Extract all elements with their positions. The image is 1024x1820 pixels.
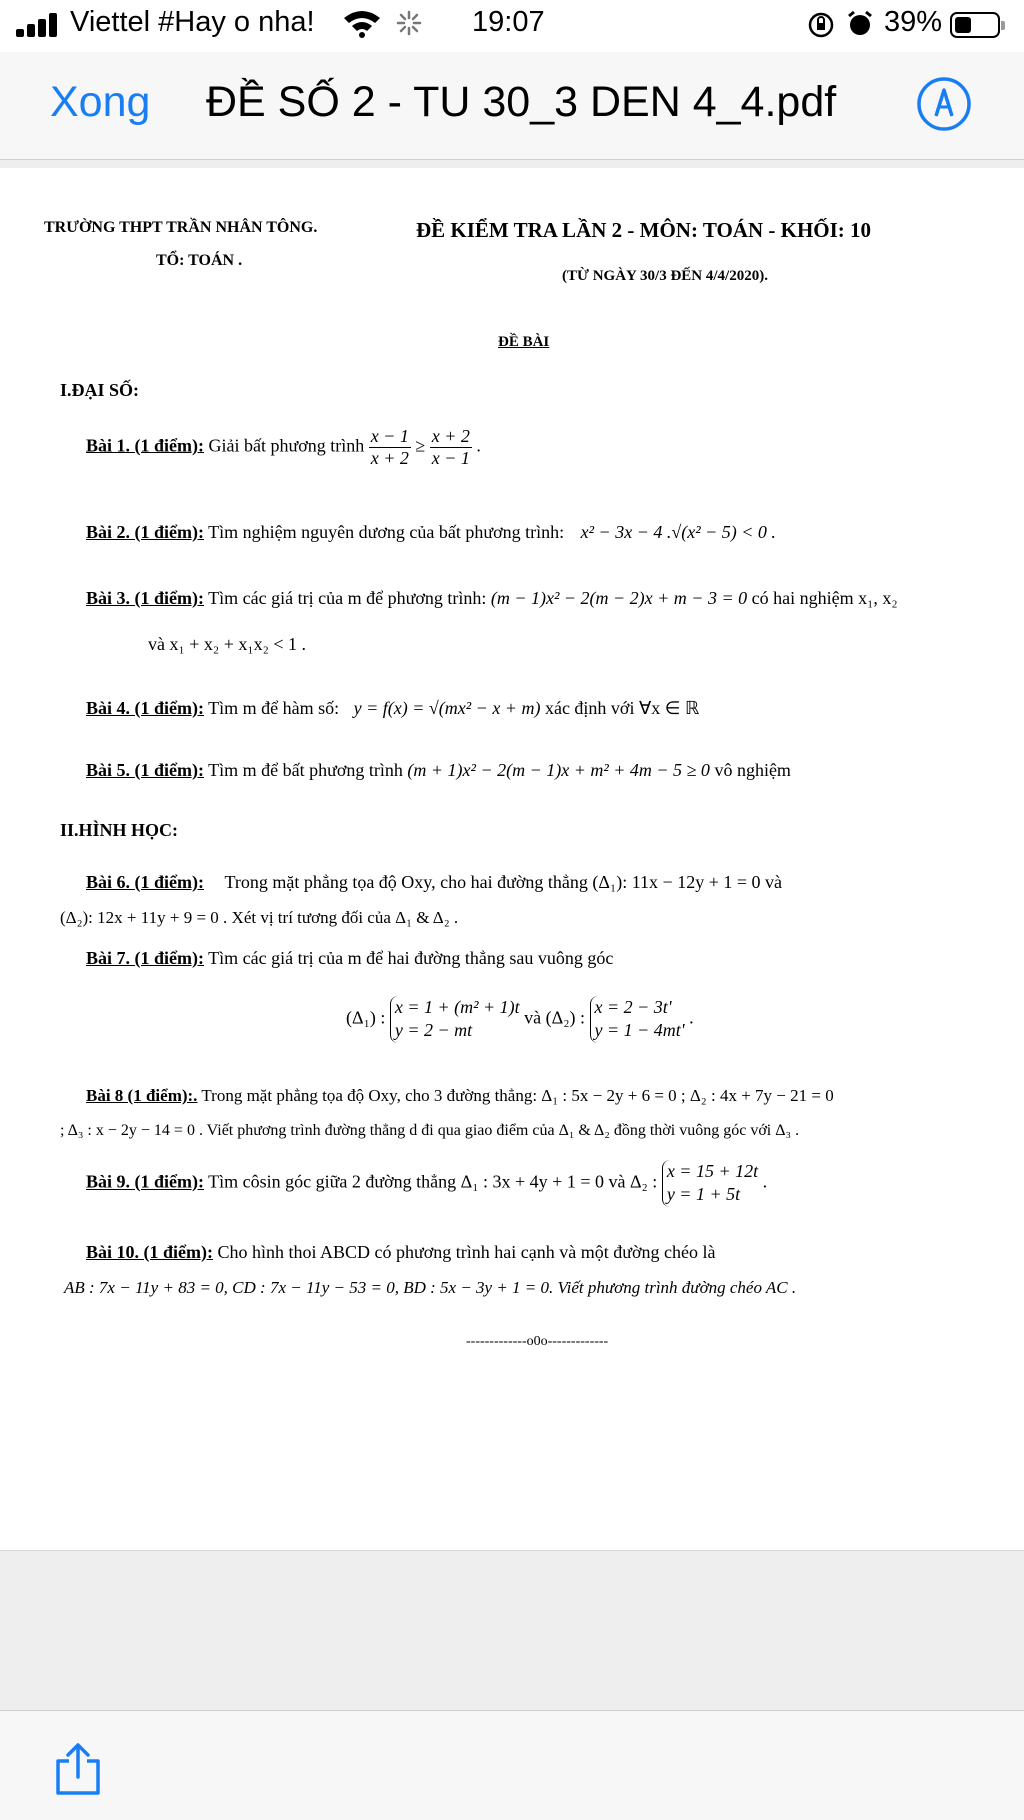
exercise-5 [86, 760, 791, 781]
exercise-10-text: Cho hình thoi ABCD có phương trình hai cạnh và một đường chéo là [217, 1242, 716, 1262]
exercise-3 [86, 588, 898, 609]
exercise-4-math: y = f(x) = √(mx² − x + m) [353, 698, 541, 718]
exercise-5-math: (m + 1)x² − 2(m − 1)x + m² + 4m − 5 ≥ 0 [407, 760, 710, 780]
exercise-8-text: Trong mặt phẳng tọa độ Oxy, cho 3 đường thẳng: Δ₁ : 5x − 2y + 6 = 0 ; Δ₂ : 4x + 7y − 21 = 0 [201, 1086, 834, 1105]
exercise-7-d1-system: x = 1 + (m² + 1)t y = 2 − mt [390, 996, 520, 1043]
school-name: TRƯỜNG THPT TRẦN NHÂN TÔNG. [44, 219, 318, 236]
exercise-3-text: Tìm các giá trị của m để phương trình: [208, 588, 487, 608]
exam-title: ĐỀ KIỂM TRA LẦN 2 - MÔN: TOÁN - KHỐI: 10 [416, 218, 872, 242]
exercise-9-label: Bài 9. (1 điểm): [86, 1171, 204, 1192]
exercise-9-text: Tìm côsin góc giữa 2 đường thẳng Δ₁ : 3x + 4y + 1 = 0 và Δ₂ : [208, 1171, 658, 1192]
section-algebra: I.ĐẠI SỐ: [60, 380, 140, 400]
rotation-lock-icon [808, 12, 834, 38]
exercise-7 [86, 948, 613, 969]
exercise-7-d2-system: x = 2 − 3t' y = 1 − 4mt' [590, 996, 685, 1043]
exercise-7-d2-label: và (Δ₂) : [524, 1007, 586, 1028]
clock: 19:07 [472, 6, 545, 38]
exercise-5-label: Bài 5. (1 điểm): [86, 760, 204, 780]
exercise-1-text: Giải bất phương trình [208, 435, 365, 456]
exercise-10-line2: AB : 7x − 11y + 83 = 0, CD : 7x − 11y − 53 = 0, BD : 5x − 3y + 1 = 0. Viết phương trình đường chéo AC . [64, 1278, 797, 1297]
exercise-4-text: Tìm m để hàm số: [208, 698, 340, 718]
alarm-icon [846, 10, 874, 38]
status-bar [0, 0, 1024, 52]
done-button[interactable]: Xong [50, 78, 151, 126]
exercise-4 [86, 698, 699, 719]
battery-percent: 39% [884, 6, 943, 38]
pdf-page[interactable] [0, 168, 1024, 1550]
exercise-9-system: x = 15 + 12t y = 1 + 5t [662, 1160, 758, 1207]
exercise-3-text2: có hai nghiệm x₁, x₂ [751, 588, 898, 608]
exercise-10-label: Bài 10. (1 điểm): [86, 1242, 213, 1262]
department: TỔ: TOÁN . [156, 252, 243, 269]
exercise-10 [86, 1242, 715, 1263]
exercise-1-ge-sign: ≥ [415, 435, 426, 456]
exam-date-range: (TỪ NGÀY 30/3 ĐẾN 4/4/2020). [562, 268, 768, 284]
exercise-1-end: . [476, 435, 481, 456]
exercise-7-label: Bài 7. (1 điểm): [86, 948, 204, 968]
exercise-6-label: Bài 6. (1 điểm): [86, 872, 204, 892]
exercise-2-math: x² − 3x − 4 .√(x² − 5) < 0 . [580, 522, 776, 542]
exercise-7-systems [346, 996, 694, 1043]
exercise-3-condition: và x₁ + x₂ + x₁x₂ < 1 . [148, 634, 307, 654]
exercise-9-end: . [762, 1171, 768, 1192]
exercise-2 [86, 522, 776, 543]
exercise-1-label: Bài 1. (1 điểm): [86, 435, 204, 456]
exercise-7-d1-label: (Δ₁) : [346, 1007, 386, 1028]
end-mark: -------------o0o------------- [466, 1334, 609, 1349]
share-icon[interactable] [52, 1741, 104, 1797]
section-geometry: II.HÌNH HỌC: [60, 820, 179, 840]
exercise-5-text2: vô nghiệm [714, 760, 791, 780]
document-title: ĐỀ SỐ 2 - TU 30_3 DEN 4_4.pdf [206, 78, 837, 126]
exercise-9 [86, 1160, 767, 1207]
exercise-8-line2: ; Δ₃ : x − 2y − 14 = 0 . Viết phương trình đường thẳng d đi qua giao điểm của Δ₁ & Δ₂ đồng thời vuông góc với Δ₃ . [60, 1122, 800, 1139]
navigation-bar [0, 52, 1024, 160]
carrier-name: Viettel #Hay o nha! [70, 6, 315, 38]
exercise-7-end: . [689, 1007, 694, 1028]
exercise-6-text: Trong mặt phẳng tọa độ Oxy, cho hai đường thẳng (Δ₁): 11x − 12y + 1 = 0 và [224, 872, 783, 892]
exercise-6-line2: (Δ₂): 12x + 11y + 9 = 0 . Xét vị trí tương đối của Δ₁ & Δ₂ . [60, 908, 459, 927]
markup-pen-icon[interactable] [916, 76, 972, 132]
cellular-signal-icon [16, 13, 60, 37]
document-viewer-background-bottom [0, 1550, 1024, 1710]
exercise-4-text2: xác định với ∀x ∈ ℝ [544, 698, 700, 718]
exercise-1-fraction-right: $\frac{x + 2}{x - 1}$ [431, 426, 470, 468]
wifi-icon [342, 8, 382, 38]
exercise-1 [86, 426, 481, 468]
section-heading: ĐỀ BÀI [498, 334, 550, 350]
exercise-3-math: (m − 1)x² − 2(m − 2)x + m − 3 = 0 [490, 588, 748, 608]
battery-icon [950, 12, 1000, 38]
exercise-8-label: Bài 8 (1 điểm):. [86, 1086, 198, 1105]
activity-spinner-icon [396, 10, 422, 36]
exercise-5-text: Tìm m để bất phương trình [208, 760, 403, 780]
exercise-3-label: Bài 3. (1 điểm): [86, 588, 204, 608]
exercise-4-label: Bài 4. (1 điểm): [86, 698, 204, 718]
bottom-toolbar [0, 1710, 1024, 1820]
exercise-2-text: Tìm nghiệm nguyên dương của bất phương trình: [208, 522, 565, 542]
exercise-6 [86, 872, 782, 893]
exercise-8 [86, 1086, 834, 1106]
exercise-7-text: Tìm các giá trị của m để hai đường thẳng sau vuông góc [208, 948, 614, 968]
exercise-2-label: Bài 2. (1 điểm): [86, 522, 204, 542]
exercise-1-fraction-left: $\frac{x - 1}{x + 2}$ [370, 426, 409, 468]
